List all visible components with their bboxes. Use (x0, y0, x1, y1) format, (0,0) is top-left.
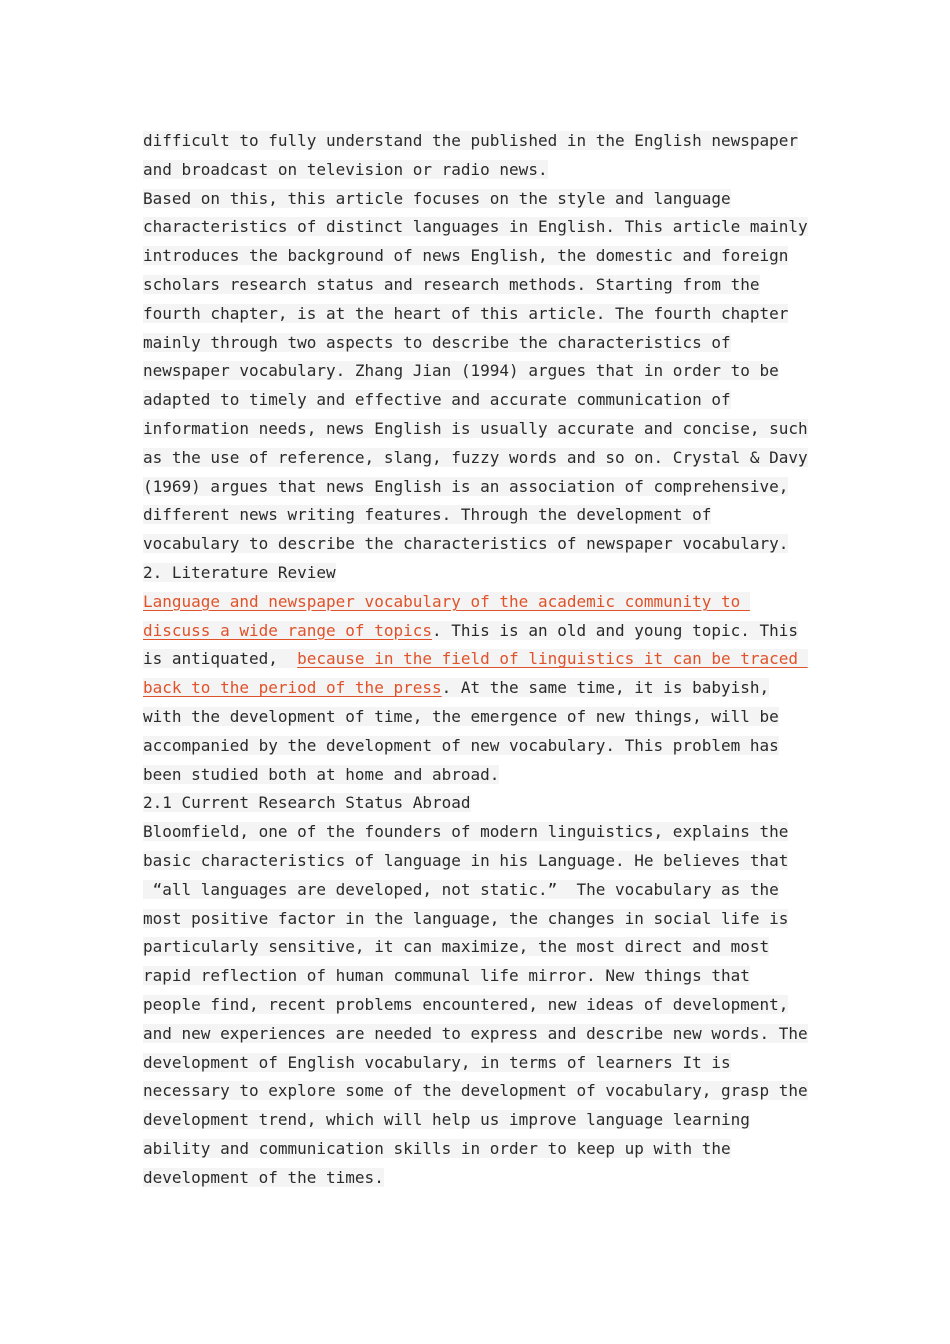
text-segment: introduces the background of news English, the domestic and foreign (143, 246, 789, 266)
text-segment: rapid reflection of human communal life mirror. New things that (143, 966, 750, 986)
text-line (143, 703, 815, 732)
text-segment: characteristics of distinct languages in English. This article mainly (143, 217, 808, 237)
text-line (143, 789, 815, 818)
text-segment: accompanied by the development of new vocabulary. This problem has (143, 735, 779, 755)
text-segment: mainly through two aspects to describe the characteristics of (143, 332, 731, 352)
text-segment: 2. Literature Review (143, 562, 336, 582)
text-segment: newspaper vocabulary. Zhang Jian (1994) argues that in order to be (143, 361, 779, 381)
text-line (143, 761, 815, 790)
text-segment: and new experiences are needed to express and describe new words. The (143, 1023, 808, 1043)
text-line (143, 127, 815, 156)
tracked-change-text: discuss a wide range of topics (143, 620, 432, 640)
text-line (143, 876, 815, 905)
text-line (143, 1020, 815, 1049)
text-line (143, 185, 815, 214)
text-segment: development trend, which will help us improve language learning (143, 1110, 750, 1130)
text-line (143, 357, 815, 386)
text-line (143, 559, 815, 588)
text-segment: development of English vocabulary, in terms of learners It is (143, 1052, 731, 1072)
text-line (143, 1135, 815, 1164)
text-segment: adapted to timely and effective and accurate communication of (143, 390, 731, 410)
tracked-change-text: Language and newspaper vocabulary of the academic community to (143, 591, 750, 611)
text-segment: basic characteristics of language in his Language. He believes that (143, 850, 789, 870)
text-line (143, 415, 815, 444)
text-line (143, 588, 815, 617)
text-segment: and broadcast on television or radio news. (143, 159, 548, 179)
text-segment: “all languages are developed, not static.” The vocabulary as the (143, 879, 779, 899)
text-line (143, 674, 815, 703)
text-segment: different news writing features. Through the development of (143, 505, 712, 525)
text-line (143, 501, 815, 530)
text-segment: development of the times. (143, 1167, 384, 1187)
text-segment: fourth chapter, is at the heart of this article. The fourth chapter (143, 303, 789, 323)
text-line (143, 242, 815, 271)
text-segment: Bloomfield, one of the founders of modern linguistics, explains the (143, 822, 789, 842)
text-segment: information needs, news English is usually accurate and concise, such (143, 418, 808, 438)
text-line (143, 1077, 815, 1106)
text-line (143, 386, 815, 415)
text-segment: 2.1 Current Research Status Abroad (143, 793, 471, 813)
text-line (143, 991, 815, 1020)
text-line (143, 818, 815, 847)
text-segment: vocabulary to describe the characteristics of newspaper vocabulary. (143, 534, 789, 554)
text-segment: is antiquated, (143, 649, 298, 669)
text-line (143, 1106, 815, 1135)
text-segment: ability and communication skills in order to keep up with the (143, 1138, 731, 1158)
document-body (143, 127, 815, 1192)
text-segment: . At the same time, it is babyish, (441, 678, 770, 698)
text-segment: (1969) argues that news English is an association of comprehensive, (143, 476, 789, 496)
text-segment: necessary to explore some of the development of vocabulary, grasp the (143, 1081, 808, 1101)
text-line (143, 905, 815, 934)
text-segment: most positive factor in the language, the changes in social life is (143, 908, 789, 928)
text-line (143, 847, 815, 876)
text-line (143, 329, 815, 358)
text-segment: with the development of time, the emergence of new things, will be (143, 706, 779, 726)
text-line (143, 473, 815, 502)
text-line (143, 530, 815, 559)
text-line (143, 271, 815, 300)
text-line (143, 156, 815, 185)
text-line (143, 962, 815, 991)
text-line (143, 645, 815, 674)
text-line (143, 732, 815, 761)
text-segment: been studied both at home and abroad. (143, 764, 500, 784)
text-segment: particularly sensitive, it can maximize, the most direct and most (143, 937, 770, 957)
text-segment: Based on this, this article focuses on the style and language (143, 188, 731, 208)
text-line (143, 444, 815, 473)
text-segment: scholars research status and research methods. Starting from the (143, 274, 760, 294)
tracked-change-text: back to the period of the press (143, 678, 442, 698)
tracked-change-text: because in the field of linguistics it can be traced (297, 649, 808, 669)
text-line (143, 1049, 815, 1078)
text-line (143, 933, 815, 962)
text-segment: . This is an old and young topic. This (431, 620, 799, 640)
text-line (143, 213, 815, 242)
text-line (143, 617, 815, 646)
text-segment: difficult to fully understand the published in the English newspaper (143, 131, 799, 150)
text-segment: as the use of reference, slang, fuzzy words and so on. Crystal & Davy (143, 447, 808, 467)
text-line (143, 1164, 815, 1193)
text-segment: people find, recent problems encountered, new ideas of development, (143, 994, 789, 1014)
text-line (143, 300, 815, 329)
